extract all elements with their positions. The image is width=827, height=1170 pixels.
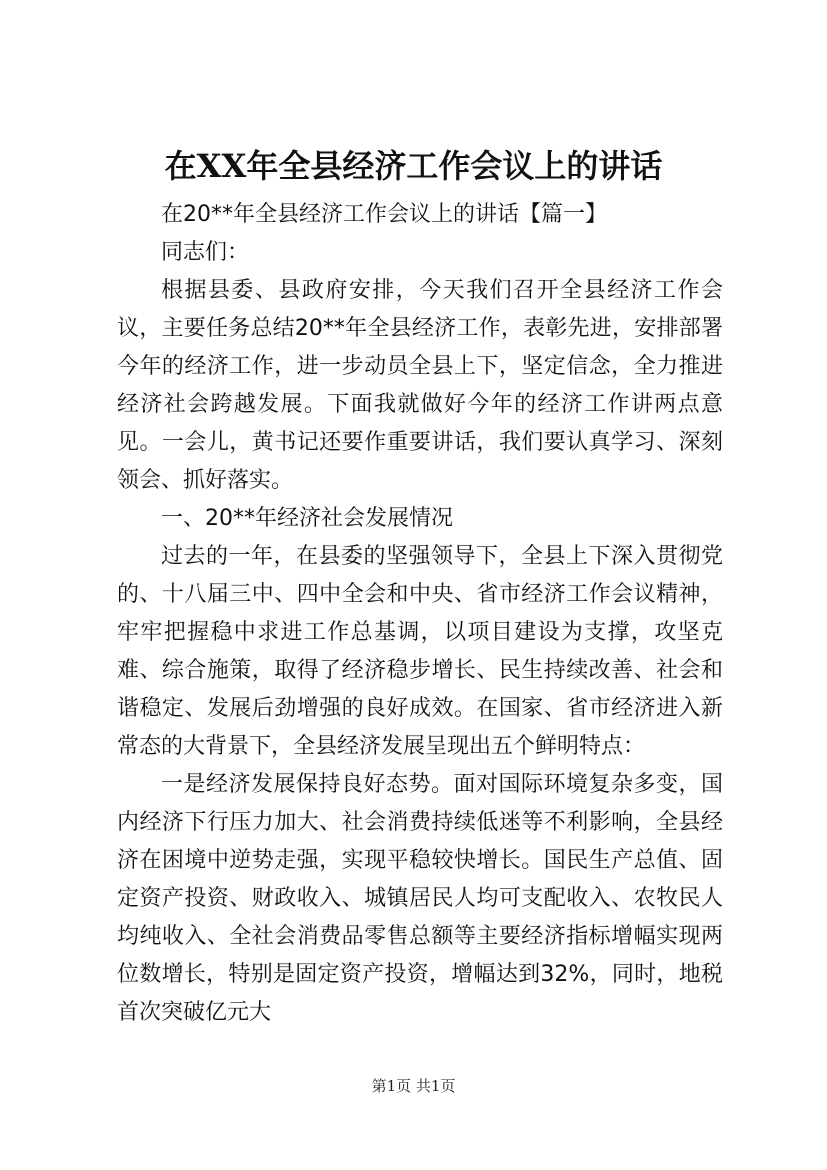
body-paragraph: 根据县委、县政府安排，今天我们召开全县经济工作会议，主要任务总结20**年全县经济工作，表彰先进，安排部署今年的经济工作，进一步动员全县上下，坚定信念，全力推进经济社会跨越发展。下面我就做好今年的经济工作讲两点意见。一会儿，黄书记还要作重要讲话，我们要认真学习、深刻领会、抓好落实。 xyxy=(117,278,723,493)
salutation: 同志们： xyxy=(161,240,250,265)
section-heading: 在20**年全县经济工作会议上的讲话【篇一】 xyxy=(161,202,607,227)
document-body xyxy=(117,196,723,1032)
page-footer: 第1页 共1页 xyxy=(371,1077,456,1095)
document-title: 在XX年全县经济工作会议上的讲话 xyxy=(164,147,663,185)
body-paragraph: 过去的一年，在县委的坚强领导下，全县上下深入贯彻党的、十八届三中、四中全会和中央、省市经济工作会议精神，牢牢把握稳中求进工作总基调，以项目建设为支撑，攻坚克难、综合施策，取得了经济稳步增长、民生持续改善、社会和谐稳定、发展后劲增强的良好成效。在国家、省市经济进入新常态的大背景下，全县经济发展呈现出五个鲜明特点： xyxy=(117,544,723,759)
subsection-heading: 一、20**年经济社会发展情况 xyxy=(161,506,453,531)
body-paragraph: 一是经济发展保持良好态势。面对国际环境复杂多变，国内经济下行压力加大、社会消费持续低迷等不利影响，全县经济在困境中逆势走强，实现平稳较快增长。国民生产总值、固定资产投资、财政收入、城镇居民人均可支配收入、农牧民人均纯收入、全社会消费品零售总额等主要经济指标增幅实现两位数增长，特别是固定资产投资，增幅达到32%，同时，地税首次突破亿元大 xyxy=(117,772,723,1025)
